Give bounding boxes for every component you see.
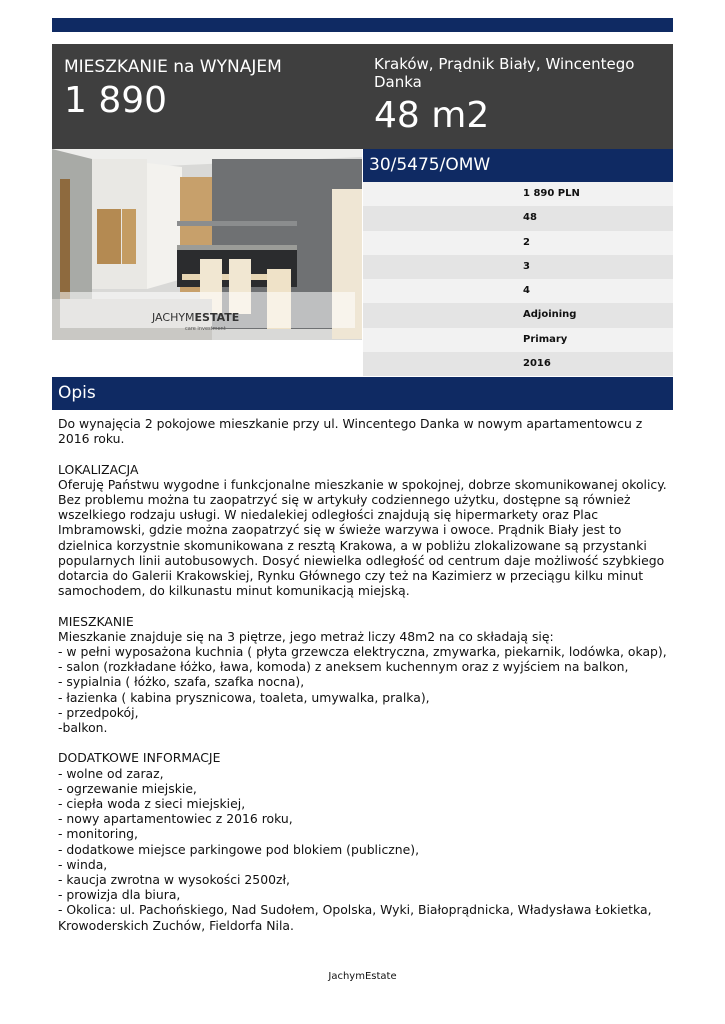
description-line: - w pełni wyposażona kuchnia ( płyta grzewcza elektryczna, zmywarka, piekarnik, lodówka, okap),: [58, 644, 667, 660]
details-row: [363, 255, 673, 279]
description-section-bar: [52, 377, 673, 410]
details-value: Primary: [523, 333, 568, 345]
apartment-interior-image: [52, 149, 362, 340]
details-value: 48: [523, 212, 537, 224]
description-line: - ciepła woda z sieci miejskiej,: [58, 796, 246, 812]
details-row: [363, 279, 673, 303]
section-title: Opis: [58, 383, 96, 403]
listing-location: Kraków, Prądnik Biały, Wincentego Danka: [374, 55, 635, 91]
description-line: - salon (rozkładane łóżko, ława, komoda) z aneksem kuchennym oraz z wyjściem na balkon,: [58, 659, 629, 675]
description-line: - przedpokój,: [58, 704, 139, 720]
description-line: Mieszkanie znajduje się na 3 piętrze, jego metraż liczy 48m2 na co składają się:: [58, 628, 554, 644]
description-line: - winda,: [58, 856, 108, 872]
reference-bar: [363, 149, 673, 182]
details-row: [363, 352, 673, 376]
top-accent-bar: [52, 18, 673, 32]
header-left: [64, 56, 359, 122]
description-text: [58, 416, 668, 933]
details-row: [363, 328, 673, 352]
details-value: 1 890 PLN: [523, 188, 580, 199]
listing-photo: [52, 149, 362, 340]
header-right: [374, 55, 664, 137]
reference-number: 30/5475/OMW: [369, 155, 491, 175]
details-row: [363, 303, 673, 327]
description-line: - kaucja zwrotna w wysokości 2500zł,: [58, 872, 290, 888]
details-row: [363, 206, 673, 230]
description-line: - wolne od zaraz,: [58, 765, 164, 781]
details-value: Adjoining: [523, 309, 577, 321]
details-row: [363, 231, 673, 255]
description-line: - sypialnia ( łóżko, szafa, szafka nocna),: [58, 674, 305, 690]
details-row: [363, 182, 673, 206]
listing-header: [52, 44, 673, 149]
details-table: [363, 182, 673, 376]
photo-logo-tagline: care investment: [185, 326, 226, 332]
details-value: 2: [523, 236, 530, 248]
footer-company: JachymEstate: [328, 971, 397, 982]
paragraph-gap: [58, 598, 668, 613]
description-line: - monitoring,: [58, 826, 138, 842]
description-line: DODATKOWE INFORMACJE: [58, 750, 221, 766]
details-value: 4: [523, 285, 530, 297]
description-line: - ogrzewanie miejskie,: [58, 780, 197, 796]
description-line: - dodatkowe miejsce parkingowe pod blokiem (publiczne),: [58, 841, 420, 857]
description-line: - nowy apartamentowiec z 2016 roku,: [58, 811, 293, 827]
description-line: MIESZKANIE: [58, 613, 134, 629]
listing-area: 48 m2: [374, 95, 490, 136]
description-line: - łazienka ( kabina prysznicowa, toaleta, umywalka, pralka),: [58, 689, 430, 705]
description-line: LOKALIZACJA: [58, 461, 139, 477]
description-line: - Okolica: ul. Pachońskiego, Nad Sudołem, Opolska, Wyki, Białoprądnicka, Władysława Łokietka, Krowoderskich Zuchów, Fieldorfa Nila.: [58, 902, 652, 933]
description-line: Do wynajęcia 2 pokojowe mieszkanie przy ul. Wincentego Danka w nowym apartamentowcu z 2016 roku.: [58, 416, 643, 447]
photo-logo: JACHYMESTATE: [152, 311, 240, 324]
description-line: - prowizja dla biura,: [58, 887, 181, 903]
description-line: Oferuję Państwu wygodne i funkcjonalne mieszkanie w spokojnej, dobrze skomunikowanej okolicy. Bez problemu można tu zaopatrzyć się w artykuły codziennego użytku, dostępne są również wszelkiego rodzaju usługi. W niedalekiej odległości znajdują się hipermarkety oraz Plac Imbramowski, gdzie można zaopatrzyć się w świeże warzywa i owoce. Prądnik Biały jest to dzielnica korzystnie skomunikowana z resztą Krakowa, a w pobliżu zlokalizowane są przystanki popularnych linii autobusowych. Dosyć niewielka odległość od centrum daje możliwość szybkiego dotarcia do Galerii Krakowskiej, Rynku Głównego czy też na Kazimierz w przeciągu kilku minut samochodem, do kilkunastu minut komunikacją miejską.: [58, 476, 667, 599]
paragraph-gap: [58, 446, 668, 461]
details-value: 2016: [523, 358, 551, 370]
listing-price: 1 890: [64, 80, 168, 121]
description-line: -balkon.: [58, 720, 108, 736]
paragraph-gap: [58, 735, 668, 750]
details-value: 3: [523, 260, 530, 272]
listing-type: MIESZKANIE na WYNAJEM: [64, 57, 282, 77]
